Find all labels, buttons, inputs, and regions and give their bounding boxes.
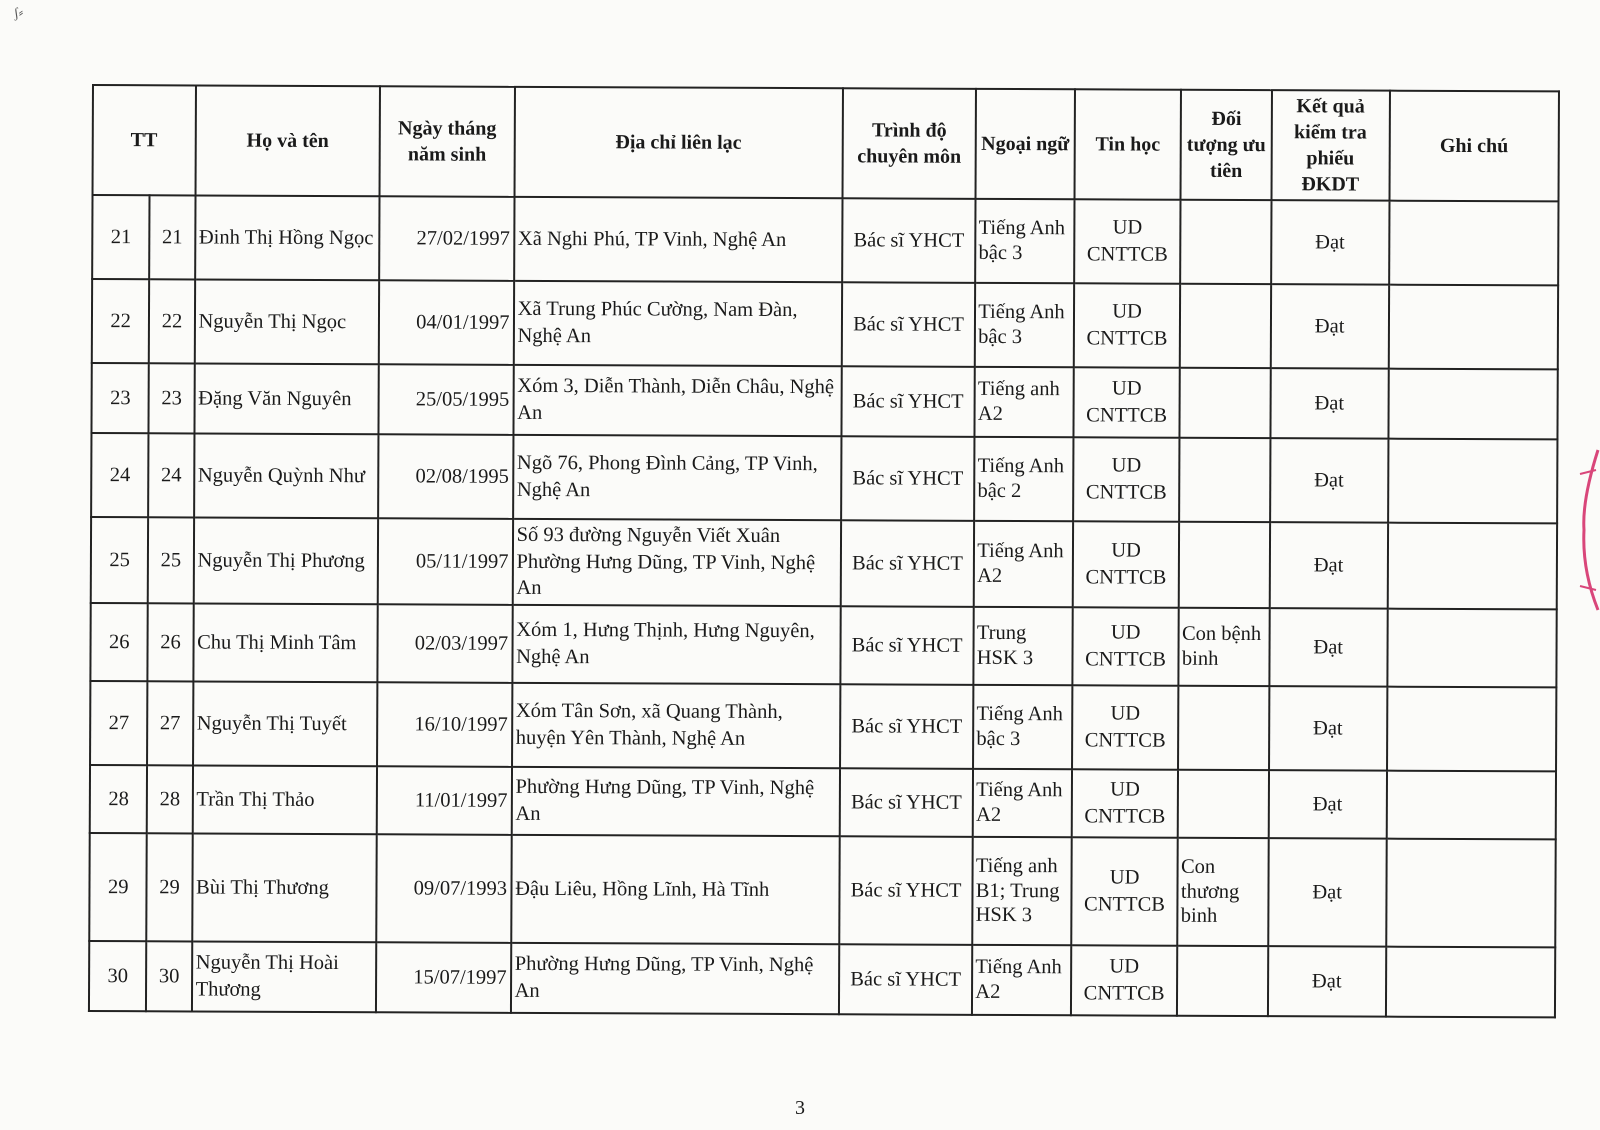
row-language: Tiếng Anh A2 [972, 945, 1071, 1015]
row-index: 21 [92, 195, 150, 279]
row-note [1387, 523, 1557, 610]
row-address: Xóm 1, Hưng Thịnh, Hưng Nguyên, Nghệ An [512, 605, 841, 684]
row-address: Xóm Tân Sơn, xã Quang Thành, huyện Yên Thành, Nghệ An [512, 683, 841, 768]
row-number: 22 [149, 279, 194, 363]
row-result: Đạt [1268, 838, 1386, 947]
header-priority: Đối tượng ưu tiên [1181, 90, 1272, 200]
table-row [92, 195, 1558, 285]
row-dob: 02/08/1995 [378, 434, 513, 519]
row-address: Số 93 đường Nguyễn Viết Xuân Phường Hưng Dũng, TP Vinh, Nghệ An [512, 519, 841, 606]
row-dob: 05/11/1997 [378, 518, 513, 605]
row-language: Tiếng Anh A2 [974, 521, 1073, 607]
header-tt: TT [93, 85, 196, 195]
row-address: Ngõ 76, Phong Đình Cảng, TP Vinh, Nghệ An [513, 435, 842, 520]
row-dob: 09/07/1993 [376, 834, 511, 943]
row-language: Trung HSK 3 [974, 607, 1073, 685]
row-result: Đạt [1271, 200, 1389, 285]
row-note [1388, 439, 1558, 524]
row-name: Chu Thị Minh Tâm [193, 603, 378, 682]
row-language: Tiếng Anh bậc 3 [973, 685, 1072, 769]
row-priority [1178, 770, 1269, 838]
row-note [1386, 839, 1556, 948]
table-row [89, 833, 1555, 947]
row-qualification: Bác sĩ YHCT [839, 836, 973, 945]
row-dob: 04/01/1997 [379, 280, 514, 365]
row-name: Trần Thị Thảo [192, 765, 377, 834]
row-result: Đạt [1269, 608, 1387, 687]
row-priority [1180, 438, 1271, 522]
stamp-edge-mark [1572, 440, 1600, 620]
table-row [90, 681, 1556, 771]
row-index: 24 [91, 433, 149, 517]
row-dob: 25/05/1995 [379, 364, 514, 435]
row-qualification: Bác sĩ YHCT [841, 520, 975, 607]
row-priority [1180, 368, 1271, 438]
row-dob: 15/07/1997 [376, 942, 511, 1013]
row-name: Đặng Văn Nguyên [194, 363, 379, 434]
row-note [1386, 947, 1556, 1018]
row-number: 28 [147, 765, 192, 833]
row-dob: 02/03/1997 [378, 604, 513, 683]
scan-corner-mark: ʃ⸗ [12, 5, 25, 22]
row-language: Tiếng Anh bậc 2 [974, 437, 1073, 521]
header-name: Họ và tên [195, 85, 380, 196]
row-index: 30 [89, 941, 147, 1011]
row-index: 22 [92, 279, 150, 363]
row-language: Tiếng Anh bậc 3 [975, 283, 1074, 367]
row-note [1386, 771, 1556, 840]
row-language: Tiếng anh B1; Trung HSK 3 [973, 837, 1072, 945]
row-result: Đạt [1270, 284, 1388, 369]
header-it: Tin học [1074, 89, 1181, 199]
row-priority [1179, 522, 1270, 608]
row-it: UD CNTTCB [1072, 685, 1179, 769]
row-priority: Con thương binh [1178, 838, 1269, 946]
row-note [1388, 285, 1558, 370]
row-name: Nguyễn Quỳnh Như [194, 433, 379, 518]
row-result: Đạt [1269, 686, 1387, 771]
row-it: UD CNTTCB [1071, 837, 1178, 945]
header-note: Ghi chú [1389, 91, 1559, 202]
row-note [1389, 201, 1559, 286]
row-note [1388, 369, 1558, 440]
row-qualification: Bác sĩ YHCT [842, 198, 976, 283]
row-result: Đạt [1268, 770, 1386, 839]
row-number: 30 [146, 941, 191, 1011]
table-row [91, 433, 1557, 523]
row-priority [1181, 200, 1272, 284]
row-priority: Con bệnh binh [1179, 608, 1270, 686]
row-index: 23 [91, 363, 149, 433]
row-address: Xóm 3, Diễn Thành, Diễn Châu, Nghệ An [513, 365, 842, 436]
row-result: Đạt [1268, 946, 1386, 1017]
header-result: Kết quả kiểm tra phiếu ĐKDT [1271, 90, 1389, 201]
row-language: Tiếng Anh bậc 3 [975, 199, 1074, 283]
row-it: UD CNTTCB [1074, 283, 1181, 367]
row-number: 25 [148, 517, 193, 603]
header-qualification: Trình độ chuyên môn [842, 88, 976, 199]
table-row [90, 765, 1556, 839]
row-note [1387, 609, 1557, 688]
table-row [90, 603, 1556, 687]
row-it: UD CNTTCB [1072, 521, 1179, 607]
row-it: UD CNTTCB [1072, 607, 1179, 685]
row-number: 27 [147, 681, 192, 765]
row-address: Phường Hưng Dũng, TP Vinh, Nghệ An [511, 943, 840, 1014]
row-qualification: Bác sĩ YHCT [841, 366, 975, 437]
row-dob: 16/10/1997 [377, 682, 512, 767]
header-language: Ngoại ngữ [976, 89, 1075, 199]
row-index: 29 [89, 833, 147, 941]
row-result: Đạt [1270, 438, 1388, 523]
row-index: 28 [90, 765, 148, 833]
row-index: 26 [90, 603, 148, 681]
row-it: UD CNTTCB [1074, 199, 1181, 283]
row-dob: 11/01/1997 [377, 766, 512, 835]
row-it: UD CNTTCB [1071, 945, 1178, 1015]
row-result: Đạt [1270, 368, 1388, 439]
row-language: Tiếng anh A2 [975, 367, 1074, 437]
row-number: 29 [147, 833, 193, 941]
row-address: Phường Hưng Dũng, TP Vinh, Nghệ An [511, 767, 840, 836]
page-number: 3 [795, 1097, 805, 1119]
row-name: Nguyễn Thị Hoài Thương [192, 941, 377, 1012]
row-qualification: Bác sĩ YHCT [842, 282, 976, 367]
table-row [89, 941, 1555, 1017]
row-name: Bùi Thị Thương [192, 833, 377, 942]
row-index: 27 [90, 681, 148, 765]
row-priority [1178, 686, 1269, 770]
row-result: Đạt [1269, 522, 1387, 608]
header-address: Địa chỉ liên lạc [514, 87, 843, 198]
row-number: 21 [150, 195, 195, 279]
row-it: UD CNTTCB [1071, 769, 1178, 837]
row-name: Nguyễn Thị Ngọc [194, 279, 379, 364]
candidate-table [88, 84, 1560, 1018]
row-name: Nguyễn Thị Tuyết [193, 681, 378, 766]
row-qualification: Bác sĩ YHCT [840, 768, 974, 837]
row-it: UD CNTTCB [1073, 367, 1180, 437]
row-name: Nguyễn Thị Phương [193, 517, 378, 604]
table-row [91, 363, 1557, 439]
row-dob: 27/02/1997 [379, 196, 514, 281]
header-dob: Ngày tháng năm sinh [380, 86, 515, 197]
row-number: 26 [148, 603, 193, 681]
row-qualification: Bác sĩ YHCT [839, 944, 973, 1015]
row-address: Xã Nghi Phú, TP Vinh, Nghệ An [514, 197, 843, 282]
row-address: Xã Trung Phúc Cường, Nam Đàn, Nghệ An [513, 281, 842, 366]
row-address: Đậu Liêu, Hồng Lĩnh, Hà Tĩnh [511, 835, 840, 944]
row-note [1387, 687, 1557, 772]
row-priority [1177, 946, 1268, 1016]
row-name: Đinh Thị Hồng Ngọc [195, 195, 380, 280]
row-number: 23 [149, 363, 194, 433]
row-it: UD CNTTCB [1073, 437, 1180, 521]
table-row [91, 517, 1557, 609]
row-index: 25 [91, 517, 149, 603]
row-priority [1180, 284, 1271, 368]
row-qualification: Bác sĩ YHCT [840, 684, 974, 769]
table-header-row [93, 85, 1559, 201]
table-row [92, 279, 1558, 369]
row-qualification: Bác sĩ YHCT [841, 436, 975, 521]
row-qualification: Bác sĩ YHCT [840, 606, 974, 685]
row-language: Tiếng Anh A2 [973, 769, 1072, 837]
row-number: 24 [149, 433, 194, 517]
